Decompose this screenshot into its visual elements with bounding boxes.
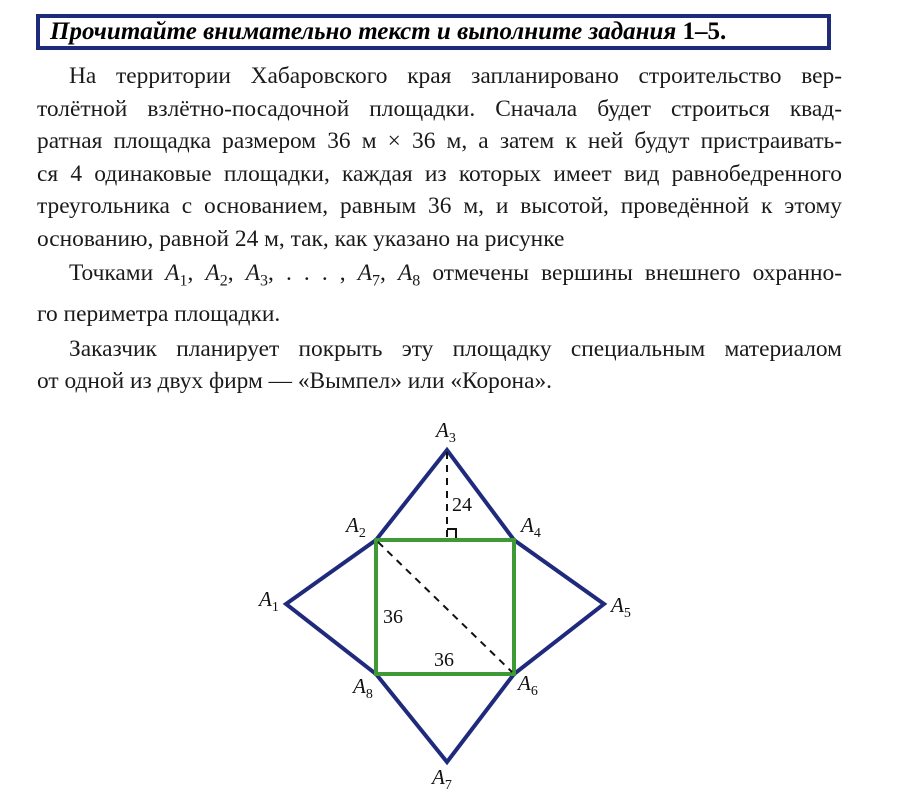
paragraph-1-line-5: треугольника с основанием, равным 36 м, и высотой, проведённой к этому xyxy=(37,193,842,219)
side-label-36-horizontal: 36 xyxy=(434,649,454,671)
vertex-ref-a1: $A_1$ xyxy=(165,260,188,290)
paragraph-3-line-1: Заказчик планирует покрыть эту площадку специальным материалом xyxy=(69,335,842,362)
paragraph-1-line-6: основанию, равной 24 м, так, как указано на рисунке xyxy=(37,225,565,252)
vertex-label-a5: $A_5$ xyxy=(611,593,631,621)
task-header-text: Прочитайте внимательно текст и выполните задания xyxy=(50,18,683,45)
vertex-ref-a3: $A_3$ xyxy=(245,260,268,290)
side-label-36-vertical: 36 xyxy=(383,606,403,628)
vertex-ref-a2: $A_2$ xyxy=(205,260,228,290)
right-angle-marker xyxy=(447,529,456,538)
paragraph-2-line-1: Точками $A_1$, $A_2$, $A_3$, . . . , $A_7$, $A_8$ отмечены вершины внешнего охранно- xyxy=(69,260,842,290)
paragraph-1-line-1: На территории Хабаровского края запланировано строительство вер- xyxy=(69,63,842,89)
paragraph-1-line-3: ратная площадка размером 36 м × 36 м, а затем к ней будут пристраивать- xyxy=(37,128,842,154)
vertex-label-a2: $A_2$ xyxy=(346,513,366,541)
vertex-label-a4: $A_4$ xyxy=(521,513,541,541)
paragraph-2-ellipsis: , . . . , xyxy=(268,260,358,286)
vertex-ref-a7: $A_7$ xyxy=(357,260,381,290)
vertex-label-a8: $A_8$ xyxy=(353,674,373,702)
paragraph-2-prefix: Точками xyxy=(69,260,166,286)
paragraph-2-line-2: го периметра площадки. xyxy=(37,301,281,328)
paragraph-1-line-2: толётной взлётно-посадочной площадки. Сначала будет строиться квад- xyxy=(37,95,842,122)
vertex-label-a6: $A_6$ xyxy=(518,671,538,699)
vertex-label-a3: $A_3$ xyxy=(436,418,456,446)
vertex-ref-a8: $A_8$ xyxy=(397,260,421,290)
paragraph-1-line-4: ся 4 одинаковые площадки, каждая из которых имеет вид равнобедренного xyxy=(37,160,842,187)
paragraph-3-line-2: от одной из двух фирм — «Вымпел» или «Корона». xyxy=(37,368,552,395)
vertex-label-a7: $A_7$ xyxy=(432,765,452,793)
vertex-label-a1: $A_1$ xyxy=(259,587,279,615)
task-header-range: 1–5. xyxy=(682,18,727,45)
height-label-24: 24 xyxy=(452,494,472,516)
paragraph-2-suffix: отмечены вершины внешнего охранно- xyxy=(420,260,842,286)
